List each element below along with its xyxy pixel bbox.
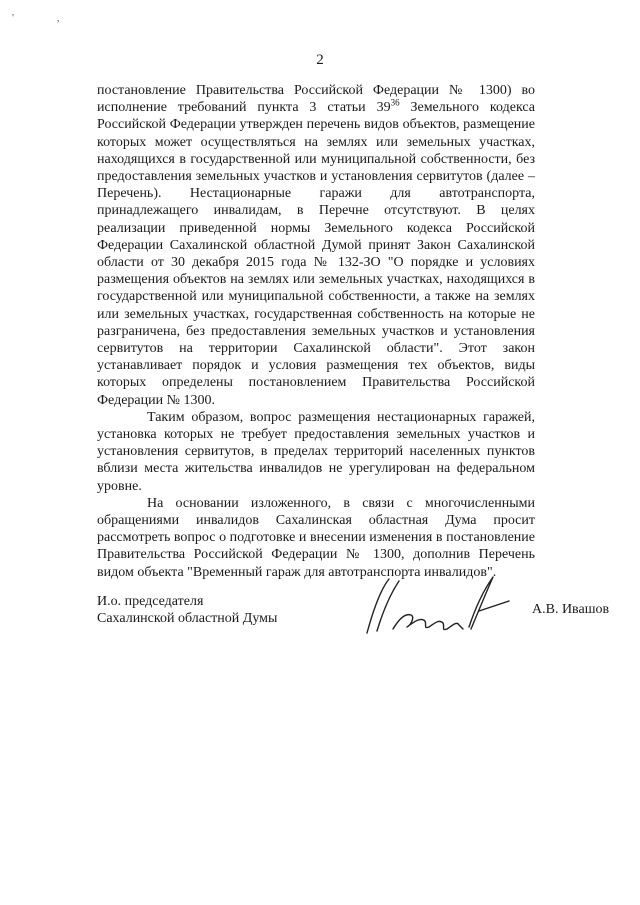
signatory-title bbox=[97, 593, 347, 627]
handwritten-signature bbox=[359, 571, 519, 641]
article-superscript: 36 bbox=[390, 97, 400, 108]
paragraph-3: На основании изложенного, в связи с многочисленными обращениями инвалидов Сахалинская областная Дума просит рассмотреть вопрос о подготовке и внесении изменения в постановление Правительства Российской Федерации № 1300, дополнив Перечень видом объекта "Временный гараж для автотранспорта инвалидов". bbox=[97, 495, 535, 580]
paragraph-1 bbox=[97, 82, 535, 409]
signatory-title-line-2: Сахалинской областной Думы bbox=[97, 611, 278, 626]
page-number: 2 bbox=[316, 52, 324, 68]
letter-body bbox=[97, 82, 535, 581]
signatory-title-line-1: И.о. председателя bbox=[97, 594, 204, 609]
paragraph-2: Таким образом, вопрос размещения нестационарных гаражей, установка которых не требует предоставления земельных участков и установления сервитутов, в пределах территорий населенных пунктов вблизи места жительства инвалидов не урегулирован на федеральном уровне. bbox=[97, 409, 535, 494]
paragraph-1-text-b: Земельного кодекса Российской Федерации утвержден перечень видов объектов, размещение которых может осуществляться на землях или земельных участках, находящихся в государственной или муниципальной собственности, без предоставления земельных участков и установления сервитутов (далее – Перечень). Нестационарные гаражи для автотранспорта, принадлежащего инвалидам, в Перечне отсутствуют. В целях реализации приведенной нормы Земельного кодекса Российской Федерации Сахалинской областной Думой принят Закон Сахалинской области от 30 декабря 2015 года № 132-ЗО "О порядке и условиях размещения объектов на землях или земельных участках, находящихся в государственной или муниципальной собственности, а также на землях или земельных участках, государственная собственность на которые не разграничена, без предоставления земельных участков и установления сервитутов на территории Сахалинской области". Этот закон устанавливает порядок и условия размещения тех объектов, виды которых определены постановлением Правительства Российской Федерации № 1300. bbox=[97, 100, 535, 408]
signature-block bbox=[97, 593, 627, 643]
signatory-name: А.В. Ивашов bbox=[532, 602, 610, 617]
paragraph-1-text-a: постановление Правительства Российской Федерации № 1300) во исполнение требований пункта 3 статьи 39 bbox=[97, 83, 535, 116]
scan-marks: ' , bbox=[12, 12, 80, 24]
